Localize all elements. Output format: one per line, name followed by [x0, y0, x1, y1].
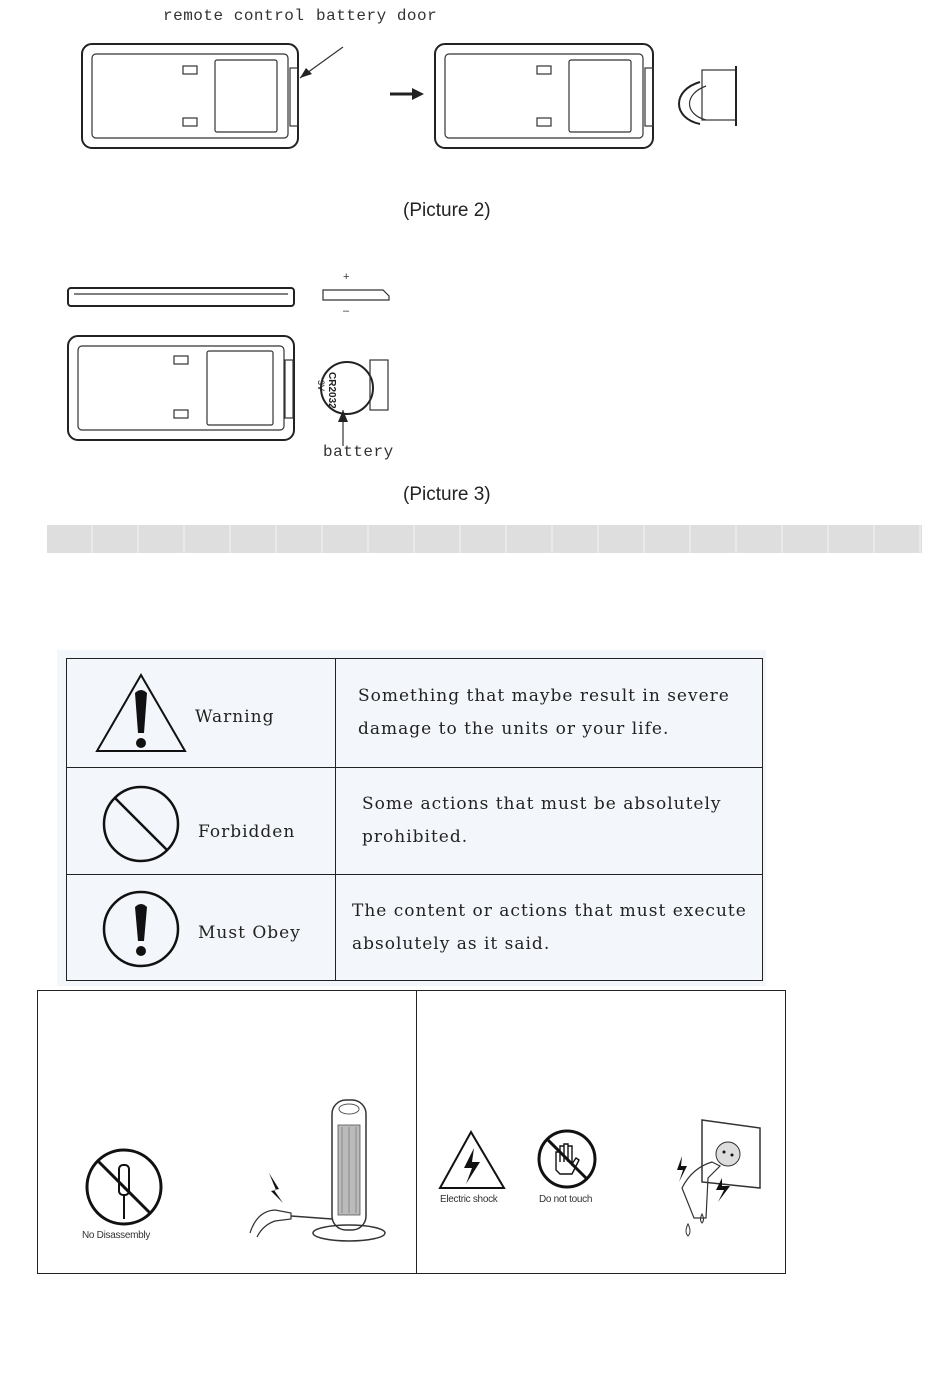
battery-door-label: battery door: [316, 7, 438, 25]
must-obey-icon: [101, 889, 181, 969]
forbidden-label: Forbidden: [198, 822, 296, 842]
symbol-row-warning: [67, 659, 763, 768]
plus-sign: +: [343, 271, 350, 283]
do-not-touch-icon: [536, 1128, 598, 1190]
battery-label: battery: [323, 443, 394, 461]
forbidden-circle-icon: [101, 784, 181, 864]
battery-volt-text: 3V: [316, 380, 326, 392]
remote-back-view: [68, 336, 294, 440]
arrow-right-icon: [390, 88, 424, 100]
symbols-table: [66, 658, 763, 981]
forbidden-desc-line2: prohibited.: [362, 827, 469, 847]
do-not-touch-label: Do not touch: [539, 1194, 593, 1205]
wet-hand-outlet-illustration: [672, 1118, 767, 1243]
warning-triangle-icon: [95, 673, 187, 753]
picture3-caption: (Picture 3): [403, 484, 491, 505]
heater-plug-illustration: [245, 1095, 395, 1245]
safety-box-divider: [416, 990, 417, 1273]
minus-sign: –: [343, 305, 350, 317]
battery-door-illustration: [679, 66, 736, 126]
picture3-diagram: [0, 260, 950, 470]
must-obey-desc-line1: The content or actions that must execute: [352, 900, 747, 921]
remote-right-illustration: [435, 44, 653, 148]
warning-desc-line1: Something that maybe result in severe: [358, 686, 730, 706]
remote-side-view: [68, 288, 294, 306]
picture2-caption: (Picture 2): [403, 200, 491, 221]
must-obey-desc-line2: absolutely as it said.: [352, 933, 551, 954]
warning-label: Warning: [195, 707, 275, 727]
forbidden-desc-line1: Some actions that must be absolutely: [362, 794, 722, 814]
must-obey-label: Must Obey: [198, 923, 301, 943]
remote-control-label: remote control: [163, 7, 305, 25]
no-disassembly-icon: [80, 1145, 170, 1235]
symbol-row-must-obey: [67, 875, 763, 981]
remote-left-illustration: [82, 44, 343, 148]
battery-side-view: [323, 290, 389, 300]
warning-desc-line2: damage to the units or your life.: [358, 719, 670, 739]
electric-shock-label: Electric shock: [440, 1194, 498, 1205]
electric-shock-icon: [438, 1130, 508, 1192]
no-disassembly-label: No Disassembly: [82, 1230, 151, 1241]
symbol-row-forbidden: [67, 768, 763, 875]
section-separator-bar: [47, 525, 922, 553]
battery-model-text: CR2032: [326, 372, 337, 409]
